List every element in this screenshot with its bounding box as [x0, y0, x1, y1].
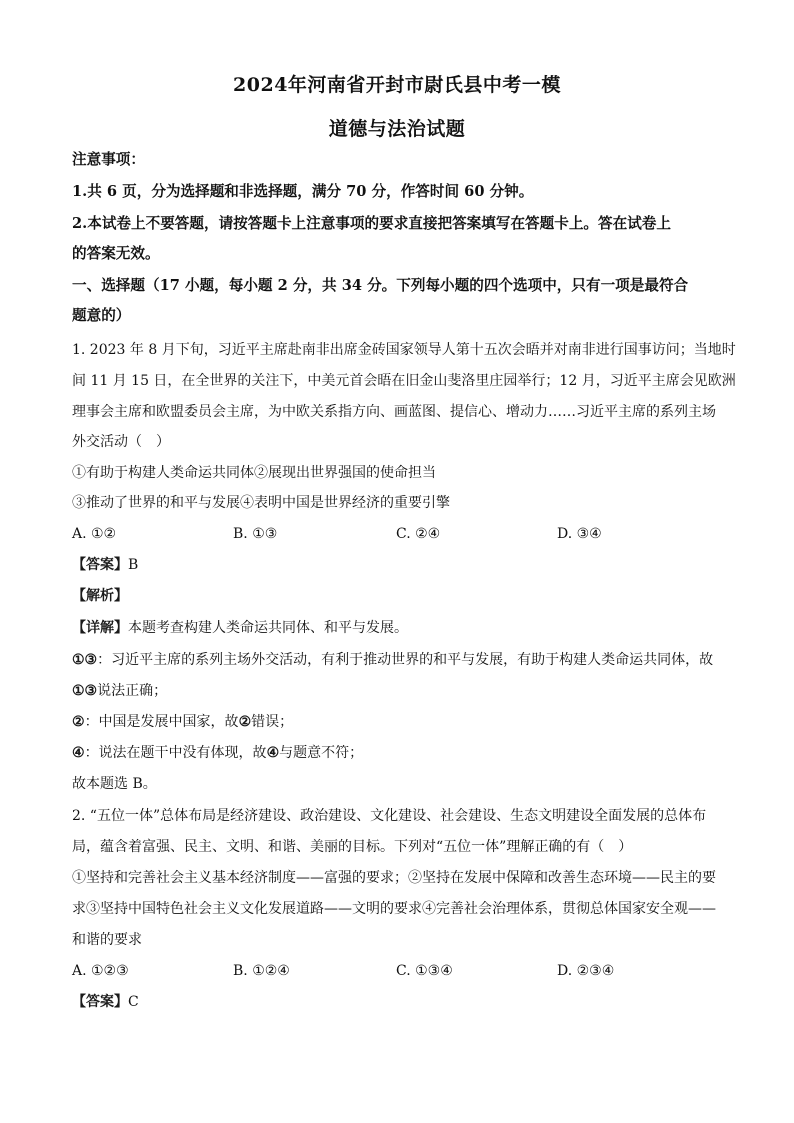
q1-stem-line-3: 理事会主席和欧盟委员会主席，为中欧关系指方向、画蓝图、提信心、增动力……习近平主席的系列主场: [72, 404, 716, 420]
answer-tag: 【答案】: [72, 994, 128, 1010]
explanation-label: ④: [266, 745, 280, 761]
q1-option-b: B. ①③: [233, 526, 278, 542]
q1-explanation-3: [72, 743, 722, 763]
analysis-tag: 【解析】: [72, 588, 128, 604]
q1-option-a: A. ①②: [72, 526, 117, 542]
q2-stem-line-4: 求③坚持中国特色社会主义文化发展道路——文明的要求④完善社会治理体系，贯彻总体国家安全观——: [72, 901, 716, 917]
q1-stem-line-2: 间 11 月 15 日，在全世界的关注下，中美元首会晤在旧金山斐洛里庄园举行；12 月，习近平主席会见欧洲: [72, 373, 736, 389]
section-heading-line-2: 题意的）: [72, 307, 131, 324]
q2-stem-line-5: 和谐的要求: [72, 932, 142, 948]
detail-text: 本题考查构建人类命运共同体、和平与发展。: [128, 620, 408, 636]
explanation-label: ①③: [72, 683, 98, 699]
exam-subject-title: 道德与法治试题: [328, 118, 466, 140]
q1-stem-line-4: 外交活动（ ）: [72, 434, 170, 450]
explanation-label: ④: [72, 745, 85, 761]
q1-answer: [72, 555, 722, 575]
q2-option-a: A. ①②③: [72, 963, 129, 979]
answer-value: C: [128, 994, 139, 1010]
explanation-label: ②: [238, 714, 252, 730]
q1-detail: [72, 618, 722, 638]
q2-option-c: C. ①③④: [396, 963, 453, 979]
q1-stem-line-1: 1. 2023 年 8 月下旬，习近平主席赴南非出席金砖国家领导人第十五次会晤并对南非进行国事访问；当地时: [72, 342, 736, 358]
q1-explanation-2: [72, 712, 722, 732]
q1-statement-1: ①有助于构建人类命运共同体②展现出世界强国的使命担当: [72, 465, 436, 481]
q1-analysis-tag: [72, 586, 722, 606]
detail-tag: 【详解】: [72, 620, 128, 636]
explanation-text: 与题意不符；: [279, 745, 364, 761]
answer-value: B: [128, 557, 139, 573]
explanation-text: ：说法在题干中没有体现，故: [84, 745, 267, 761]
explanation-text: ：习近平主席的系列主场外交活动，有利于推动世界的和平与发展，有助于构建人类命运共同体，故: [97, 652, 714, 668]
q2-stem-line-2: 局，蕴含着富强、民主、文明、和谐、美丽的目标。下列对“五位一体”理解正确的有（ ）: [72, 839, 633, 855]
explanation-text: ：中国是发展中国家，故: [84, 714, 239, 730]
q1-statement-2: ③推动了世界的和平与发展④表明中国是世界经济的重要引擎: [72, 495, 450, 511]
q2-stem-line-3: ①坚持和完善社会主义基本经济制度——富强的要求；②坚持在发展中保障和改善生态环境——民主的要: [72, 870, 716, 886]
explanation-label: ②: [72, 714, 85, 730]
q1-explanation-1: [72, 650, 722, 670]
q1-option-c: C. ②④: [396, 526, 441, 542]
section-heading-line-1: 一、选择题（17 小题，每小题 2 分，共 34 分。下列每小题的四个选项中，只有一项是最符合: [72, 277, 689, 294]
notice-item-2-line-1: 2.本试卷上不要答题，请按答题卡上注意事项的要求直接把答案填写在答题卡上。答在试卷上: [72, 215, 671, 232]
answer-tag: 【答案】: [72, 557, 128, 573]
q1-conclusion: 故本题选 B。: [72, 776, 157, 792]
q2-option-b: B. ①②④: [233, 963, 290, 979]
q2-stem-line-1: 2. “五位一体”总体布局是经济建设、政治建设、文化建设、社会建设、生态文明建设全面发展的总体布: [72, 808, 707, 824]
explanation-text: 说法正确；: [97, 683, 168, 699]
q1-explanation-1-cont: [72, 681, 722, 701]
q2-answer: [72, 992, 722, 1012]
notice-item-1: 1.共 6 页，分为选择题和非选择题，满分 70 分，作答时间 60 分钟。: [72, 183, 534, 200]
q1-option-d: D. ③④: [557, 526, 602, 542]
explanation-label: ①③: [72, 652, 98, 668]
notice-item-2-line-2: 的答案无效。: [72, 245, 160, 262]
exam-title: 2024年河南省开封市尉氏县中考一模: [233, 74, 561, 96]
notice-heading: 注意事项：: [72, 151, 145, 168]
explanation-text: 错误；: [251, 714, 294, 730]
q2-option-d: D. ②③④: [557, 963, 615, 979]
